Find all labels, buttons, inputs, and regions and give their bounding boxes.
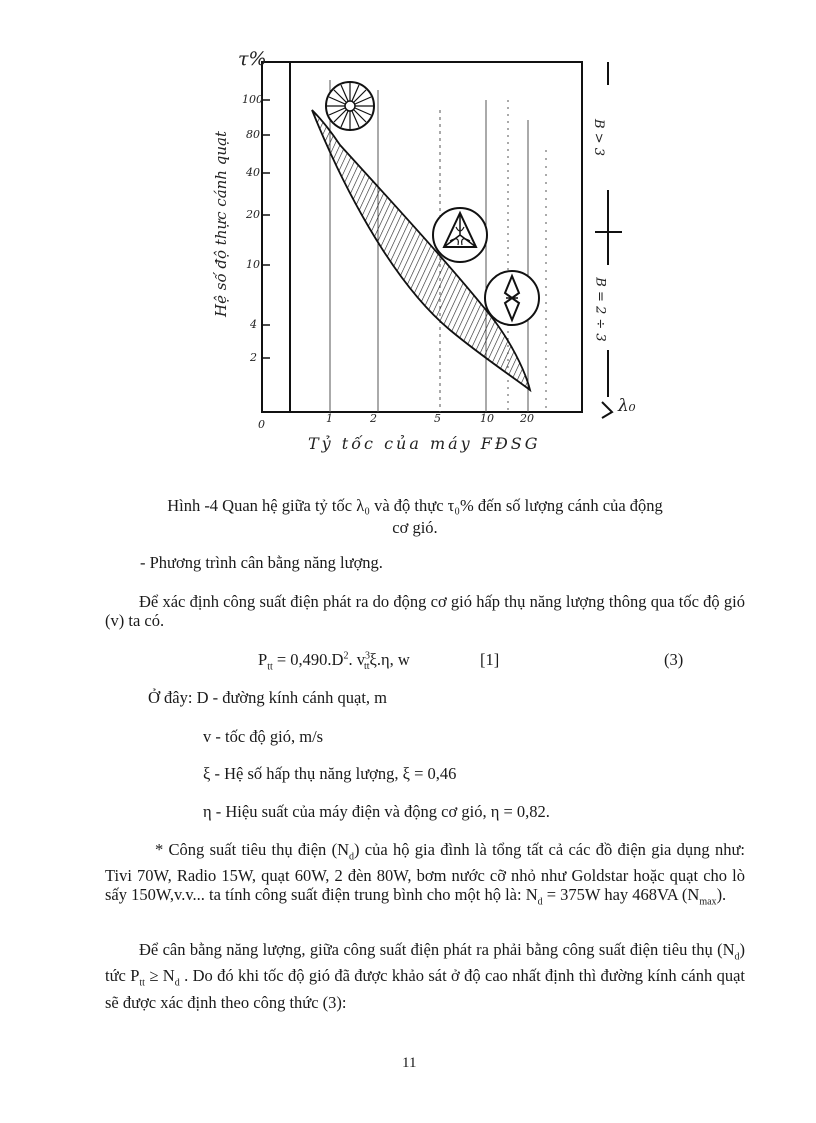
para3-b-sub: tt <box>139 977 145 989</box>
paragraph-intro: Để xác định công suất điện phát ra do động cơ gió hấp thụ năng lượng thông qua tốc độ gió (v) ta có. <box>105 592 745 630</box>
x-tick-label: 20 <box>520 412 534 425</box>
definition-v: v - tốc độ gió, m/s <box>203 727 324 746</box>
eq-rhs-3: ξ.η, w <box>369 650 410 669</box>
para3-c-sub: d <box>174 977 180 989</box>
x-tick-label: 5 <box>434 412 441 425</box>
y-tick-label: 40 <box>246 166 260 179</box>
y-unit-label: τ% <box>238 48 267 70</box>
para2-a-sub: d <box>349 851 355 863</box>
page-number: 11 <box>402 1055 417 1071</box>
x-symbol: λ₀ <box>618 396 636 416</box>
para3-b: ) tức P <box>105 940 745 986</box>
eq-lhs: P <box>258 650 268 669</box>
equation-3 <box>258 650 410 672</box>
para2-c-sub: max <box>699 896 717 908</box>
x-tick-label: 10 <box>480 412 494 425</box>
caption-line-1: Hình -4 Quan hệ giữa tỷ tốc λ₀ và độ thực τ₀% đến số lượng cánh của động <box>167 496 663 515</box>
y-tick-label: 80 <box>246 128 260 141</box>
paragraph-balance <box>105 940 745 1012</box>
hatched-band <box>312 110 530 390</box>
para3-a-sub: d <box>734 951 740 963</box>
y-tick-label: 100 <box>242 93 263 106</box>
y-tick-label: 2 <box>250 351 257 364</box>
x-tick-label: 1 <box>326 412 333 425</box>
x-tick-label: 2 <box>370 412 377 425</box>
y-axis-label: Hệ số độ thực cánh quạt <box>211 131 230 317</box>
eq-sup-2: 3 <box>364 650 370 662</box>
para2-b: ) của hộ gia đình là tổng tất cả các đồ điện gia dụng như: Tivi 70W, Radio 15W, quạt 60W, 2 đèn 80W, bơm nước cỡ nhỏ như Goldstar hoặc quạt cho lò sấy 150W,v.v... ta tính công suất điện trung bình cho một hộ là: N <box>105 840 745 905</box>
x-axis-label: Tỷ tốc của máy FĐSG <box>308 434 541 453</box>
right-label-top: B > 3 <box>590 119 606 156</box>
definition-xi: ξ - Hệ số hấp thụ năng lượng, ξ = 0,46 <box>203 764 457 783</box>
eq-rhs-1: = 0,490.D <box>272 650 344 669</box>
equation-number: (3) <box>664 650 684 669</box>
multi-blade-fan-icon <box>326 82 374 130</box>
para3-c: ≥ N <box>144 966 175 986</box>
y-tick-label: 4 <box>250 318 257 331</box>
paragraph-consumption <box>105 840 745 912</box>
para2-a: * Công suất tiêu thụ điện (N <box>155 840 350 859</box>
para2-b-sub: d <box>537 896 543 908</box>
caption-line-2: cơ gió. <box>392 518 438 537</box>
figure-fan-characteristics <box>190 40 650 470</box>
two-blade-fan-icon <box>485 271 539 325</box>
x-tick-label: 0 <box>258 418 265 431</box>
y-tick-label: 10 <box>246 258 260 271</box>
definition-eta: η - Hiệu suất của máy điện và động cơ gió, η = 0,82. <box>203 802 550 821</box>
section-heading: - Phương trình cân bằng năng lượng. <box>140 553 383 572</box>
eq-sub-2: tt <box>363 661 370 673</box>
y-tick-label: 20 <box>246 208 260 221</box>
equation-reference: [1] <box>480 650 500 669</box>
para2-d: ). <box>716 885 727 905</box>
right-scale <box>592 62 622 418</box>
figure-caption <box>95 495 735 539</box>
para3-d: . Do đó khi tốc độ gió đã được khảo sát ở độ cao nhất định thì đường kính cánh quạt sẽ được xác định theo công thức (3): <box>105 966 745 1012</box>
eq-lhs-sub: tt <box>267 661 273 673</box>
eq-sup-1: 2 <box>343 650 349 662</box>
para2-c: = 375W hay 468VA (N <box>542 885 700 905</box>
three-blade-fan-icon <box>433 208 487 262</box>
para3-a: Để cân bằng năng lượng, giữa công suất điện phát ra phải bằng công suất điện tiêu thụ (N <box>139 940 735 959</box>
eq-rhs-2: . v <box>348 650 365 669</box>
right-label-bottom: B = 2 ÷ 3 <box>592 277 608 342</box>
y-ticks <box>262 100 270 358</box>
definition-d: Ở đây: D - đường kính cánh quạt, m <box>148 688 388 707</box>
